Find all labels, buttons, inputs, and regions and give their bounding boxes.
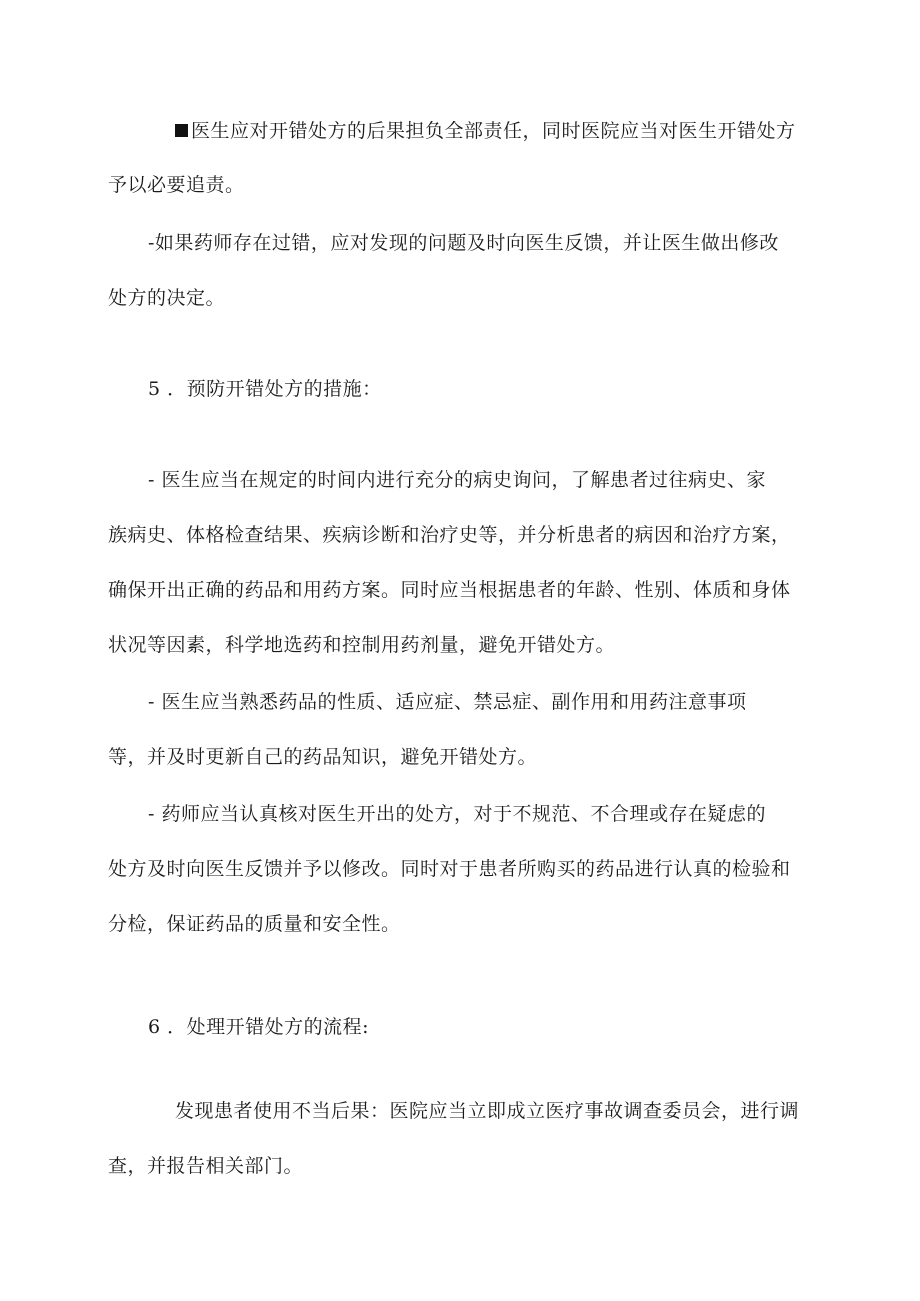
text: 医生应对开错处方的后果担负全部责任，同时医院应当对医生开错处方 xyxy=(191,120,796,142)
square-bullet-icon xyxy=(175,124,188,137)
paragraph-verify-line-2: 处方及时向医生反馈并予以修改。同时对于患者所购买的药品进行认真的检验和 xyxy=(108,858,791,880)
paragraph-responsibility-line-2: 予以必要追责。 xyxy=(108,174,245,196)
paragraph-process-line-1: 发现患者使用不当后果：医院应当立即成立医疗事故调查委员会，进行调 xyxy=(175,1100,800,1122)
paragraph-history-line-4: 状况等因素，科学地选药和控制用药剂量，避免开错处方。 xyxy=(108,634,616,656)
paragraph-knowledge-line-1: - 医生应当熟悉药品的性质、适应症、禁忌症、副作用和用药注意事项 xyxy=(148,691,747,713)
section-heading-5: 5 ．预防开错处方的措施： xyxy=(148,378,382,400)
paragraph-history-line-1: - 医生应当在规定的时间内进行充分的病史询问，了解患者过往病史、家 xyxy=(148,469,766,491)
paragraph-verify-line-1: - 药师应当认真核对医生开出的处方，对于不规范、不合理或存在疑虑的 xyxy=(148,803,766,825)
section-heading-6: 6 ．处理开错处方的流程: xyxy=(148,1016,370,1038)
paragraph-responsibility-line-1 xyxy=(175,118,796,144)
paragraph-knowledge-line-2: 等，并及时更新自己的药品知识，避免开错处方。 xyxy=(108,746,538,768)
paragraph-verify-line-3: 分检，保证药品的质量和安全性。 xyxy=(108,913,401,935)
paragraph-history-line-2: 族病史、体格检查结果、疾病诊断和治疗史等，并分析患者的病因和治疗方案， xyxy=(108,524,791,546)
paragraph-process-line-2: 查，并报告相关部门。 xyxy=(108,1155,304,1177)
paragraph-history-line-3: 确保开出正确的药品和用药方案。同时应当根据患者的年龄、性别、体质和身体 xyxy=(108,579,791,601)
paragraph-pharmacist-line-2: 处方的决定。 xyxy=(108,287,226,309)
paragraph-pharmacist-line-1: -如果药师存在过错，应对发现的问题及时向医生反馈，并让医生做出修改 xyxy=(148,232,779,254)
